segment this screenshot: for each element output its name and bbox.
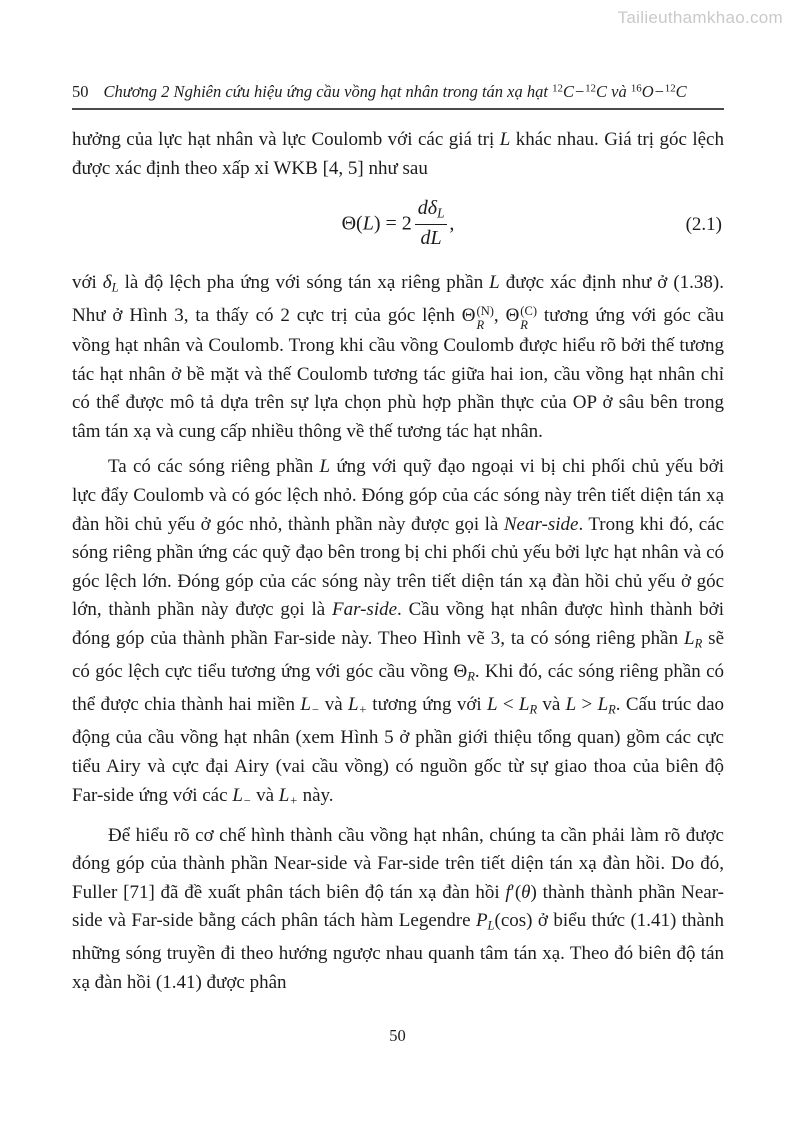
equation-expression	[342, 196, 455, 254]
paragraph-fuller-decomposition: Để hiểu rõ cơ chế hình thành cầu vồng hạt nhân, chúng ta cần phải làm rõ được đóng góp của thành phần Near-side và Far-side trên tiết diện tán xạ đàn hồi. Do đó, Fuller [71] đã đề xuất phân tách biên độ tán xạ đàn hồi f′(θ) thành thành phần Near-side và Far-side bằng cách phân tách hàm Legendre PL(cos) ở biểu thức (1.41) thành những sóng truyền đi theo hướng ngược nhau quanh tâm tán xạ. Theo đó biên độ tán xạ đàn hồi (1.41) được phân	[72, 824, 725, 994]
paragraph-deflection: với δL là độ lệch pha ứng với sóng tán xạ riêng phần L được xác định như ở (1.38). Như ở Hình 3, ta thấy có 2 cực trị của góc lệnh Θ (N) R , Θ (C) R tương ứng với góc cầu vồng hạt nhân và Coulomb. Trong khi cầu vồng Coulomb được hiểu rõ bởi thế tương tác hạt nhân ở bề mặt và thế Coulomb tương tác giữa hai ion, cầu vồng hạt nhân chỉ có thể được mô tả dựa trên sự lựa chọn phù hợp phần thực của OP ở sâu bên trong tâm tán xạ và cung cấp nhiều thông về thế tương tác hạt nhân.	[72, 272, 724, 442]
fraction	[415, 196, 448, 250]
paragraph-intro: hưởng của lực hạt nhân và lực Coulomb với các giá trị L khác nhau. Giá trị góc lệch được xác định theo xấp xỉ WKB [4, 5] như sau	[72, 129, 724, 179]
fraction-numerator: dδL	[415, 196, 448, 225]
page-body	[72, 126, 724, 998]
equation-trailing-comma: ,	[449, 212, 455, 235]
header-chapter-title: Chương 2 Nghiên cứu hiệu ứng cầu vồng hạt nhân trong tán xạ hạt $^{12}$C−$^{12}$C và $^{16}$O−$^{12}$C	[103, 82, 687, 101]
header-page-number: 50	[72, 82, 89, 101]
paragraph-near-far-side: Ta có các sóng riêng phần L ứng với quỹ đạo ngoại vi bị chi phối chủ yếu bởi lực đẩy Coulomb và có góc lệch nhỏ. Đóng góp của các sóng này trên tiết diện tán xạ đàn hồi chủ yếu ở góc nhỏ, thành phần này được gọi là Near-side. Trong khi đó, các sóng riêng phần ứng các quỹ đạo bên trong bị chi phối chủ yếu bởi lực hạt nhân và có góc lệch lớn. Đóng góp của các sóng này trên tiết diện tán xạ đàn hồi chủ yếu ở góc lớn, thành phần này được gọi là Far-side. Cầu vồng hạt nhân được hình thành bởi đóng góp của thành phần Far-side này. Theo Hình vẽ 3, ta có sóng riêng phần LR sẽ có góc lệch cực tiểu tương ứng với góc cầu vồng ΘR. Khi đó, các sóng riêng phần có thể được chia thành hai miền L− và L+ tương ứng với L < LR và L > LR. Cấu trúc dao động của cầu vồng hạt nhân (xem Hình 5 ở phần giới thiệu tổng quan) gồm các cực tiểu Airy và cực đại Airy (vai cầu vồng) có nguồn gốc từ sự giao thoa của biên độ Far-side ứng với các L− và L+ này.	[72, 456, 725, 807]
equation-block	[72, 193, 724, 257]
equation-number: (2.1)	[685, 213, 722, 235]
page-footer	[0, 1026, 795, 1046]
fraction-denominator: dL	[420, 226, 442, 249]
running-header	[72, 82, 724, 110]
footer-page-number: 50	[389, 1026, 406, 1045]
equation-lhs: Θ(L) = 2	[341, 212, 412, 235]
watermark-text: Tailieuthamkhao.com	[617, 8, 783, 27]
